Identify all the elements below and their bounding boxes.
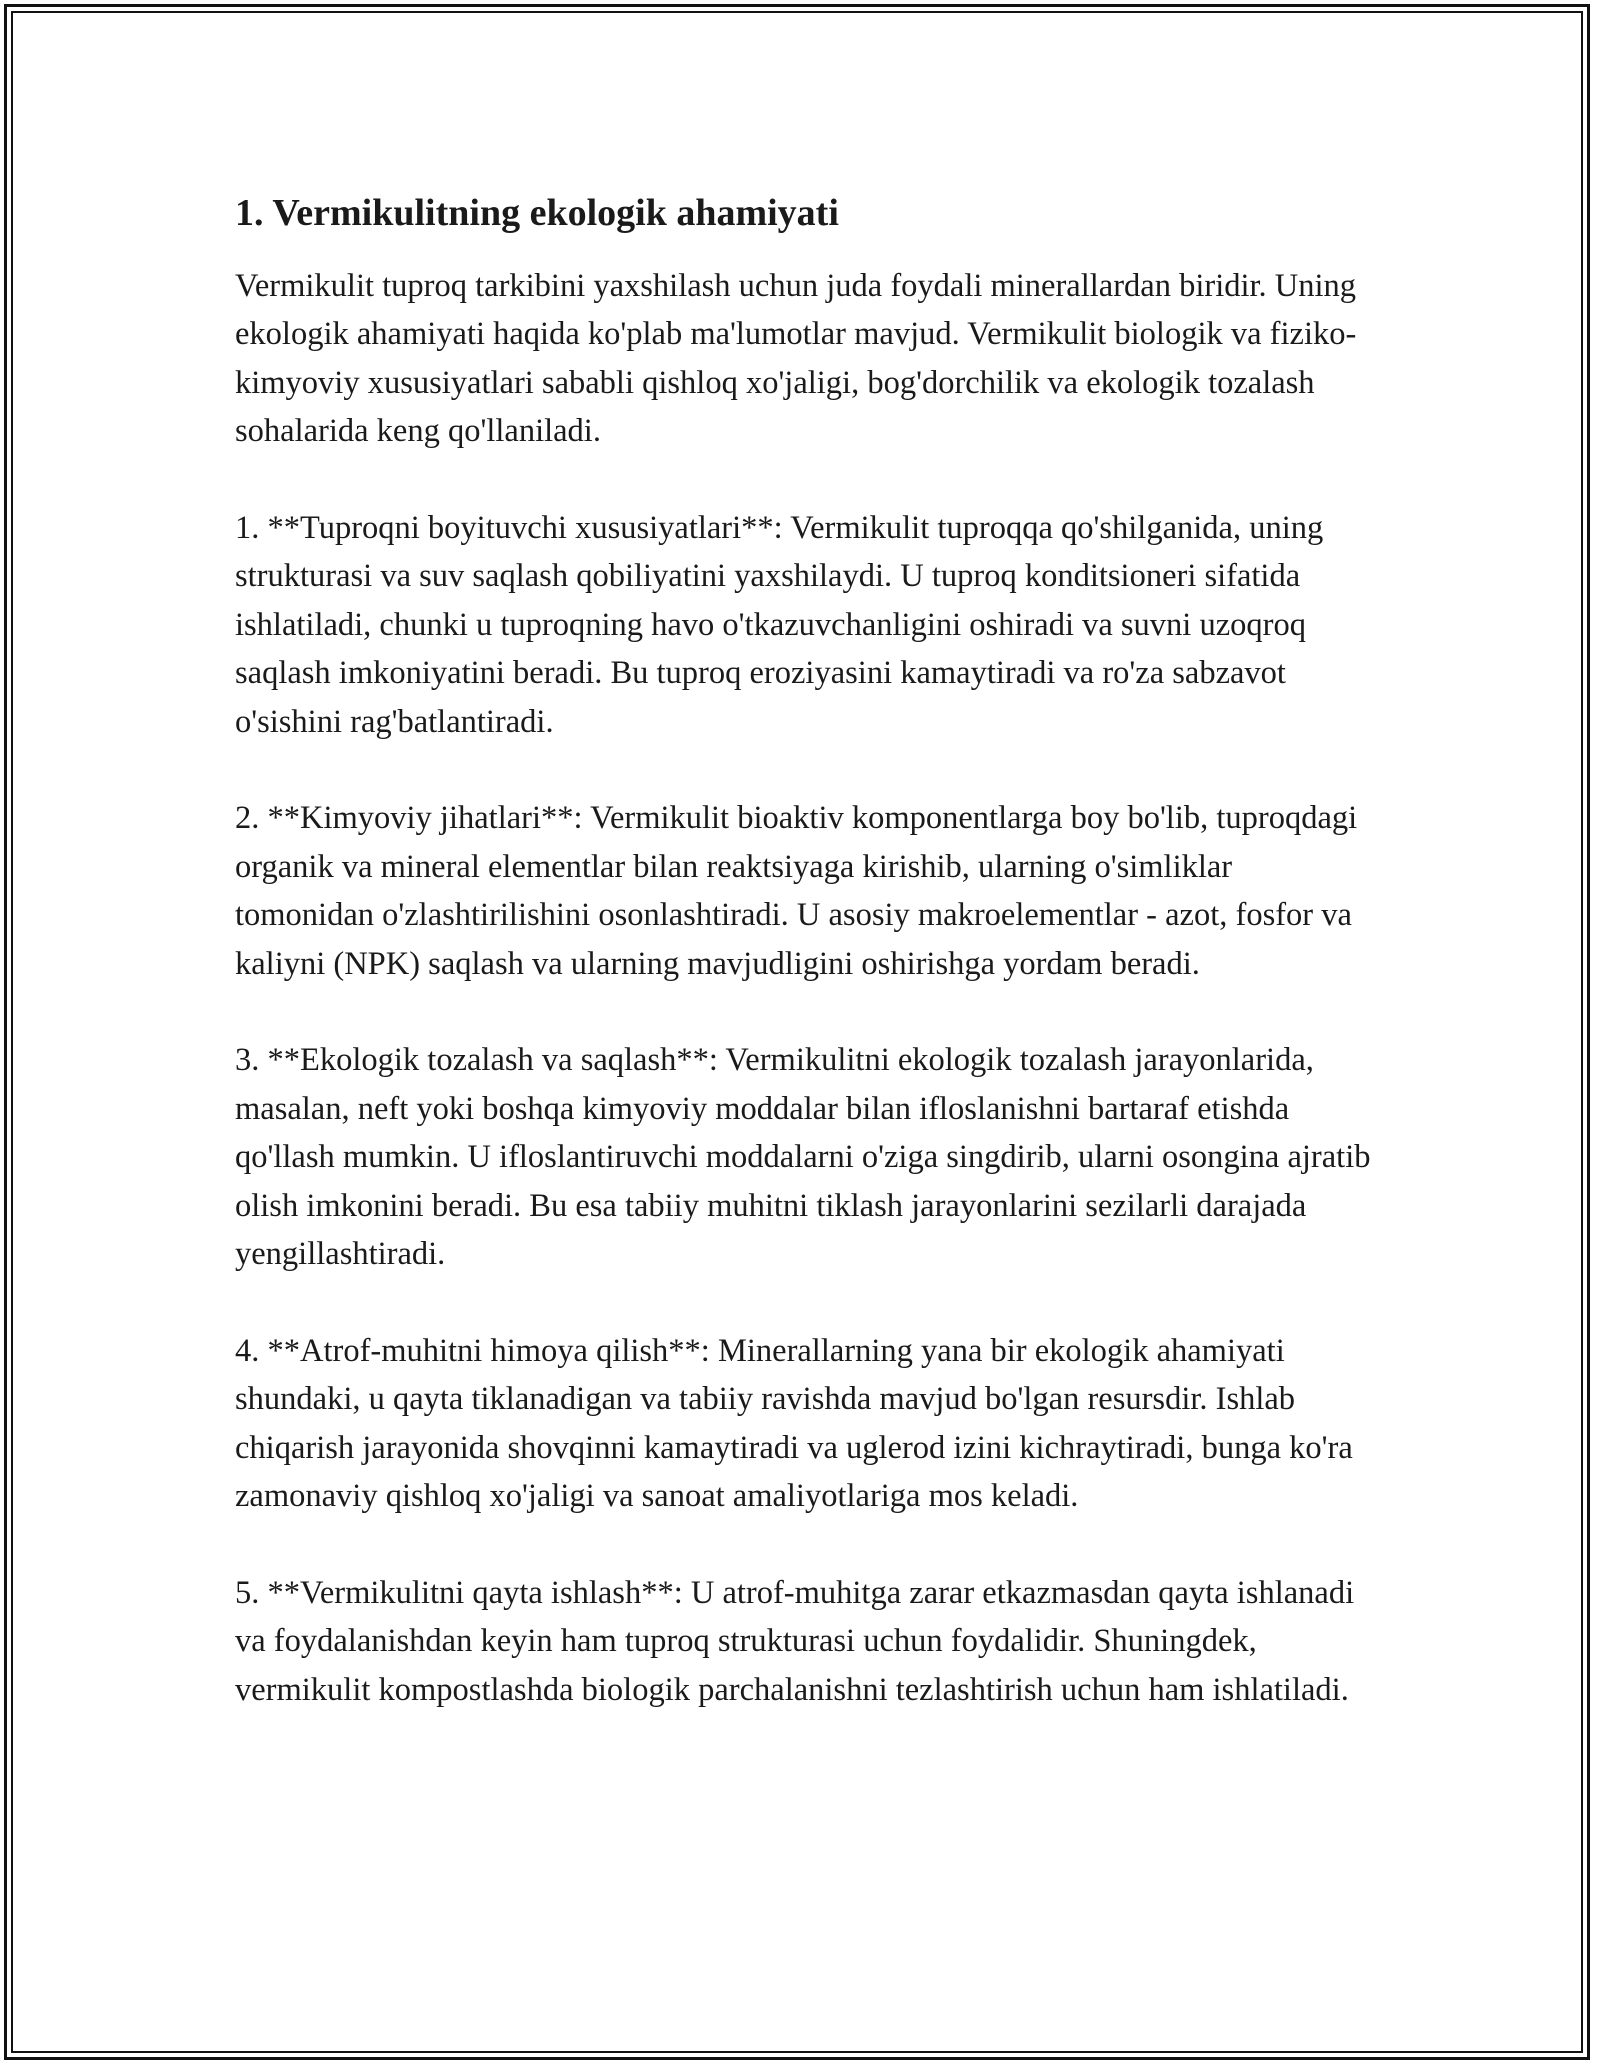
paragraph-soil-enrichment: 1. **Tuproqni boyituvchi xususiyatlari**: Vermikulit tuproqqa qo'shilganida, uning strukturasi va suv saqlash qobiliyatini yaxshilaydi. U tuproq konditsioneri sifatida ishlatiladi, chunki u tuproqning havo o'tkazuvchanligini oshiradi va suvni uzoqroq saqlash imkoniyatini beradi. Bu tuproq eroziyasini kamaytiradi va ro'za sabzavot o'sishini rag'batlantiradi.: [235, 510, 1324, 740]
document-title: 1. Vermikulitning ekologik ahamiyati: [235, 192, 839, 234]
paragraph-ecological-cleanup: 3. **Ekologik tozalash va saqlash**: Vermikulitni ekologik tozalash jarayonlarida, masalan, neft yoki boshqa kimyoviy moddalar bilan ifloslanishni bartaraf etishda qo'llash mumkin. U ifloslantiruvchi moddalarni o'ziga singdirib, ularni osongina ajratib olish imkonini beradi. Bu esa tabiiy muhitni tiklash jarayonlarini sezilarli darajada yengillashtiradi.: [235, 1042, 1371, 1273]
paragraph-chemical-aspects: 2. **Kimyoviy jihatlari**: Vermikulit bioaktiv komponentlarga boy bo'lib, tuproqdagi organik va mineral elementlar bilan reaktsiyaga kirishib, ularning o'simliklar tomonidan o'zlashtirilishini osonlashtiradi. U asosiy makroelementlar - azot, fosfor va kaliyni (NPK) saqlash va ularning mavjudligini oshirishga yordam beradi.: [235, 800, 1358, 982]
paragraph-recycling: 5. **Vermikulitni qayta ishlash**: U atrof-muhitga zarar etkazmasdan qayta ishlanadi va foydalanishdan keyin ham tuproq strukturasi uchun foydalidir. Shuningdek, vermikulit kompostlashda biologik parchalanishni tezlashtirish uchun ham ishlatiladi.: [235, 1574, 1355, 1708]
document-body: [235, 186, 1375, 1763]
paragraph-environment-protection: 4. **Atrof-muhitni himoya qilish**: Minerallarning yana bir ekologik ahamiyati shundaki, u qayta tiklanadigan va tabiiy ravishda mavjud bo'lgan resursdir. Ishlab chiqarish jarayonida shovqinni kamaytiradi va uglerod izini kichraytiradi, bunga ko'ra zamonaviy qishloq xo'jaligi va sanoat amaliyotlariga mos keladi.: [235, 1332, 1353, 1515]
intro-paragraph: Vermikulit tuproq tarkibini yaxshilash uchun juda foydali minerallardan biridir. Uning ekologik ahamiyati haqida ko'plab ma'lumotlar mavjud. Vermikulit biologik va fiziko-kimyoviy xususiyatlari sababli qishloq xo'jaligi, bog'dorchilik va ekologik tozalash sohalarida keng qo'llaniladi.: [235, 268, 1357, 450]
